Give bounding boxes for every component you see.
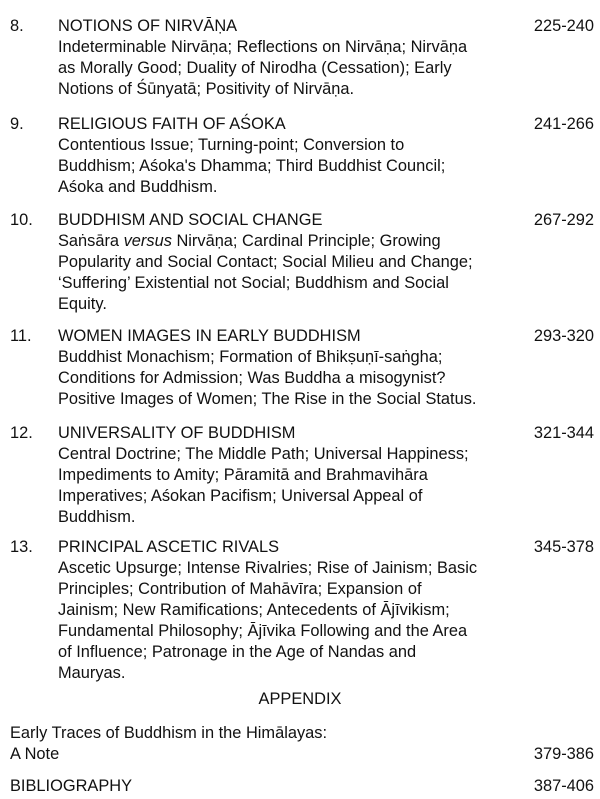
bibliography-pages: 387-406 bbox=[533, 777, 594, 795]
description-line: Aśoka and Buddhism. bbox=[58, 178, 218, 196]
appendix-item-title-line1: Early Traces of Buddhism in the Himālayas: bbox=[10, 724, 328, 742]
description-line: Buddhism; Aśoka's Dhamma; Third Buddhist Council; bbox=[58, 157, 446, 175]
description-line: Positive Images of Women; The Rise in the Social Status. bbox=[58, 390, 477, 408]
description-text: Saṅsāra bbox=[58, 232, 124, 250]
description-line: Conditions for Admission; Was Buddha a misogynist? bbox=[58, 369, 446, 387]
description-line: Impediments to Amity; Pāramitā and Brahmavihāra bbox=[58, 466, 428, 484]
entry-title: NOTIONS OF NIRVĀṆA bbox=[58, 17, 238, 35]
description-line: Equity. bbox=[58, 295, 107, 313]
description-line: Popularity and Social Contact; Social Milieu and Change; bbox=[58, 253, 473, 271]
entry-description bbox=[58, 37, 574, 100]
entry-pages: 241-266 bbox=[533, 115, 594, 133]
description-line: Mauryas. bbox=[58, 664, 126, 682]
entry-number: 9. bbox=[10, 115, 24, 133]
entry-description bbox=[58, 231, 574, 315]
entry-number: 10. bbox=[10, 211, 33, 229]
description-line: Fundamental Philosophy; Ājīvika Following and the Area bbox=[58, 622, 468, 640]
bibliography-label: BIBLIOGRAPHY bbox=[10, 777, 133, 795]
description-line: Notions of Śūnyatā; Positivity of Nirvāṇa. bbox=[58, 80, 355, 98]
entry-number: 13. bbox=[10, 538, 33, 556]
entry-description bbox=[58, 347, 574, 410]
description-line: of Influence; Patronage in the Age of Nandas and bbox=[58, 643, 417, 661]
entry-pages: 293-320 bbox=[533, 327, 594, 345]
entry-number: 11. bbox=[10, 327, 32, 345]
description-line: Buddhist Monachism; Formation of Bhikṣuṇī-saṅgha; bbox=[58, 348, 443, 366]
description-text: Nirvāṇa; Cardinal Principle; Growing bbox=[171, 232, 441, 250]
entry-title: PRINCIPAL ASCETIC RIVALS bbox=[58, 538, 280, 556]
description-line: Jainism; New Ramifications; Antecedents of Ājīvikism; bbox=[58, 601, 450, 619]
appendix-item-title-line2: A Note bbox=[10, 745, 60, 763]
description-line: Ascetic Upsurge; Intense Rivalries; Rise of Jainism; Basic bbox=[58, 559, 478, 577]
description-line: Buddhism. bbox=[58, 508, 136, 526]
entry-title: BUDDHISM AND SOCIAL CHANGE bbox=[58, 211, 323, 229]
description-line: Imperatives; Aśokan Pacifism; Universal Appeal of bbox=[58, 487, 423, 505]
entry-title: WOMEN IMAGES IN EARLY BUDDHISM bbox=[58, 327, 361, 345]
description-line: Central Doctrine; The Middle Path; Universal Happiness; bbox=[58, 445, 469, 463]
entry-description bbox=[58, 558, 574, 684]
entry-description bbox=[58, 444, 574, 528]
entry-pages: 345-378 bbox=[533, 538, 594, 556]
entry-pages: 267-292 bbox=[533, 211, 594, 229]
entry-pages: 321-344 bbox=[533, 424, 594, 442]
italic-term: versus bbox=[123, 232, 172, 250]
appendix-item-pages: 379-386 bbox=[533, 745, 594, 763]
entry-description bbox=[58, 135, 574, 198]
entry-number: 12. bbox=[10, 424, 33, 442]
entry-pages: 225-240 bbox=[533, 17, 594, 35]
appendix-heading: APPENDIX bbox=[258, 690, 342, 708]
description-line bbox=[58, 231, 574, 252]
description-line: ‘Suffering’ Existential not Social; Buddhism and Social bbox=[58, 274, 449, 292]
description-line: Principles; Contribution of Mahāvīra; Expansion of bbox=[58, 580, 422, 598]
entry-number: 8. bbox=[10, 17, 24, 35]
description-line: Indeterminable Nirvāṇa; Reflections on Nirvāṇa; Nirvāṇa bbox=[58, 38, 468, 56]
description-line: as Morally Good; Duality of Nirodha (Cessation); Early bbox=[58, 59, 452, 77]
entry-title: RELIGIOUS FAITH OF AŚOKA bbox=[58, 115, 286, 133]
description-line: Contentious Issue; Turning-point; Conversion to bbox=[58, 136, 405, 154]
entry-title: UNIVERSALITY OF BUDDHISM bbox=[58, 424, 296, 442]
